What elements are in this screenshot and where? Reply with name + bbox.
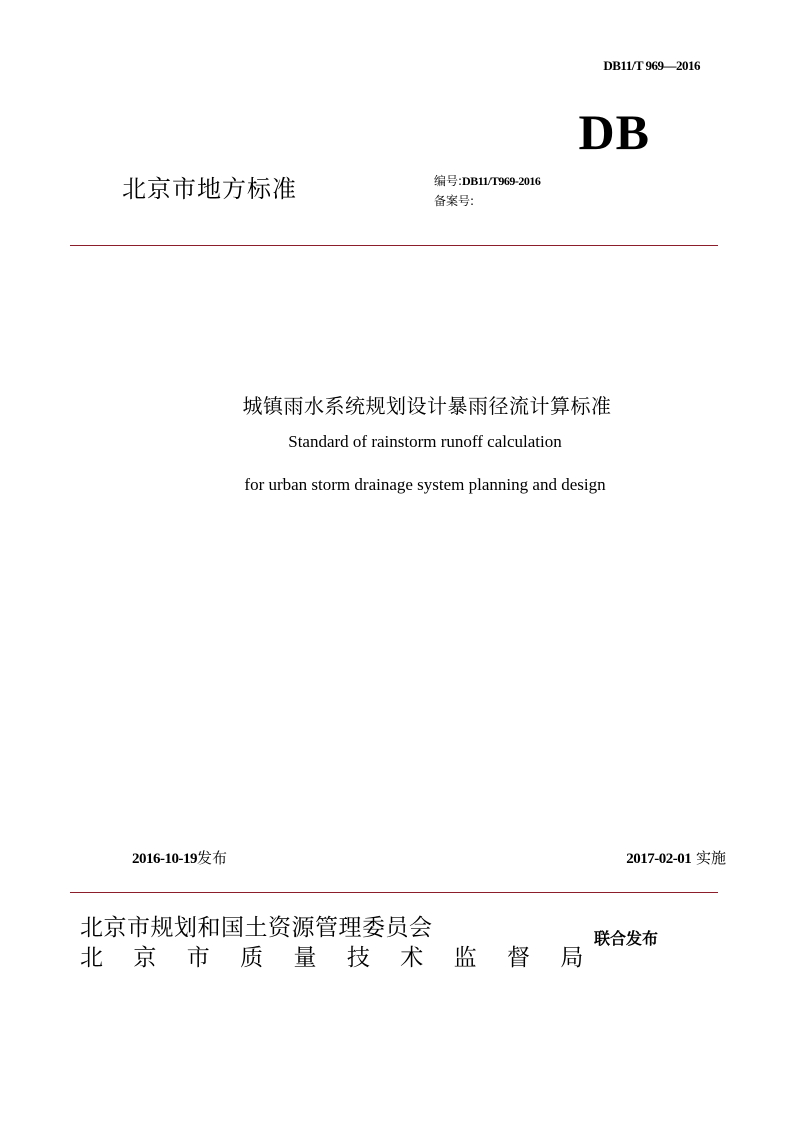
issue-date — [132, 848, 227, 869]
db-mark: DB — [578, 104, 650, 160]
issue-date-word: 发布 — [197, 849, 228, 867]
issuer-char: 市 — [186, 945, 211, 971]
issuer-char: 量 — [293, 945, 317, 971]
issuer-char: 质 — [240, 945, 264, 971]
issuer-char: 督 — [507, 945, 531, 971]
title-english-line1: Standard of rainstorm runoff calculation — [288, 432, 562, 451]
issuer-char: 北 — [80, 945, 104, 971]
record-number-label: 备案号: — [434, 194, 475, 208]
effective-date — [470, 848, 726, 869]
issuer-char: 技 — [346, 945, 371, 971]
joint-issue-label: 联合发布 — [594, 929, 659, 948]
issue-date-value: 2016-10-19 — [132, 851, 197, 867]
standard-code-top: DB11/T 969—2016 — [603, 58, 700, 73]
issuer-char: 京 — [133, 945, 157, 971]
standard-number — [434, 173, 540, 189]
issuer-quality-bureau — [80, 943, 584, 973]
title-chinese: 城镇雨水系统规划设计暴雨径流计算标准 — [242, 394, 612, 418]
issuer-char: 局 — [560, 945, 584, 971]
issuer-char: 监 — [453, 945, 478, 971]
issuer-char: 术 — [400, 945, 424, 971]
effective-date-value: 2017-02-01 — [626, 851, 692, 867]
header-divider — [70, 245, 718, 246]
footer-divider — [70, 892, 718, 893]
issuer-planning-commission: 北京市规划和国土资源管理委员会 — [80, 915, 433, 941]
title-english-line2: for urban storm drainage system planning and design — [244, 475, 606, 494]
effective-date-word: 实施 — [695, 849, 726, 867]
standard-number-value: DB11/T969-2016 — [462, 174, 541, 188]
standard-number-label: 编号: — [434, 174, 463, 188]
record-number — [434, 193, 474, 209]
standard-category: 北京市地方标准 — [122, 175, 297, 203]
